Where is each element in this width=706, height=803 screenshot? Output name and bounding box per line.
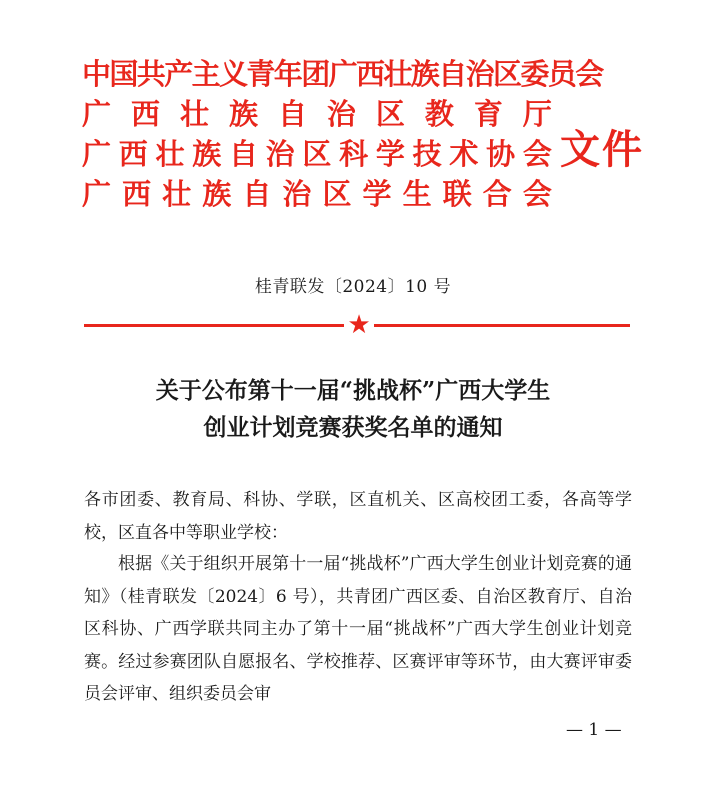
star-icon: ★ xyxy=(347,310,371,340)
issuer-education-dept: 广 西 壮 族 自 治 区 教 育 厅 xyxy=(82,97,552,131)
issuer-youth-league: 中国共产主义青年团广西壮族自治区委员会 xyxy=(82,57,603,91)
body-paragraph: 根据《关于组织开展第十一届“挑战杯”广西大学生创业计划竞赛的通知》（桂青联发〔2024〕6 号），共青团广西区委、自治区教育厅、自治区科协、广西学联共同主办了第十一届“挑战杯”广西大学生创业计划竞赛。经过参赛团队自愿报名、学校推荐、区赛评审等环节，由大赛评审委员会评审、组织委员会审 xyxy=(84,554,632,704)
document-number: 桂青联发〔2024〕10 号 xyxy=(254,277,452,297)
page-number: — 1 — xyxy=(566,720,622,740)
red-rule-left xyxy=(84,324,344,327)
addressee-paragraph: 各市团委、教育局、科协、学联，区直机关、区高校团工委，各高等学校，区直各中等职业学校： xyxy=(84,490,632,543)
issuer-student-federation: 广 西 壮 族 自 治 区 学 生 联 合 会 xyxy=(82,177,552,211)
document-title xyxy=(0,372,706,446)
title-line-1: 关于公布第十一届“挑战杯”广西大学生 xyxy=(155,377,551,404)
document-type-label: 文件 xyxy=(560,126,644,173)
red-rule-right xyxy=(374,324,630,327)
issuer-science-association: 广 西 壮 族 自 治 区 科 学 技 术 协 会 xyxy=(82,137,552,171)
title-line-2: 创业计划竞赛获奖名单的通知 xyxy=(203,414,503,441)
